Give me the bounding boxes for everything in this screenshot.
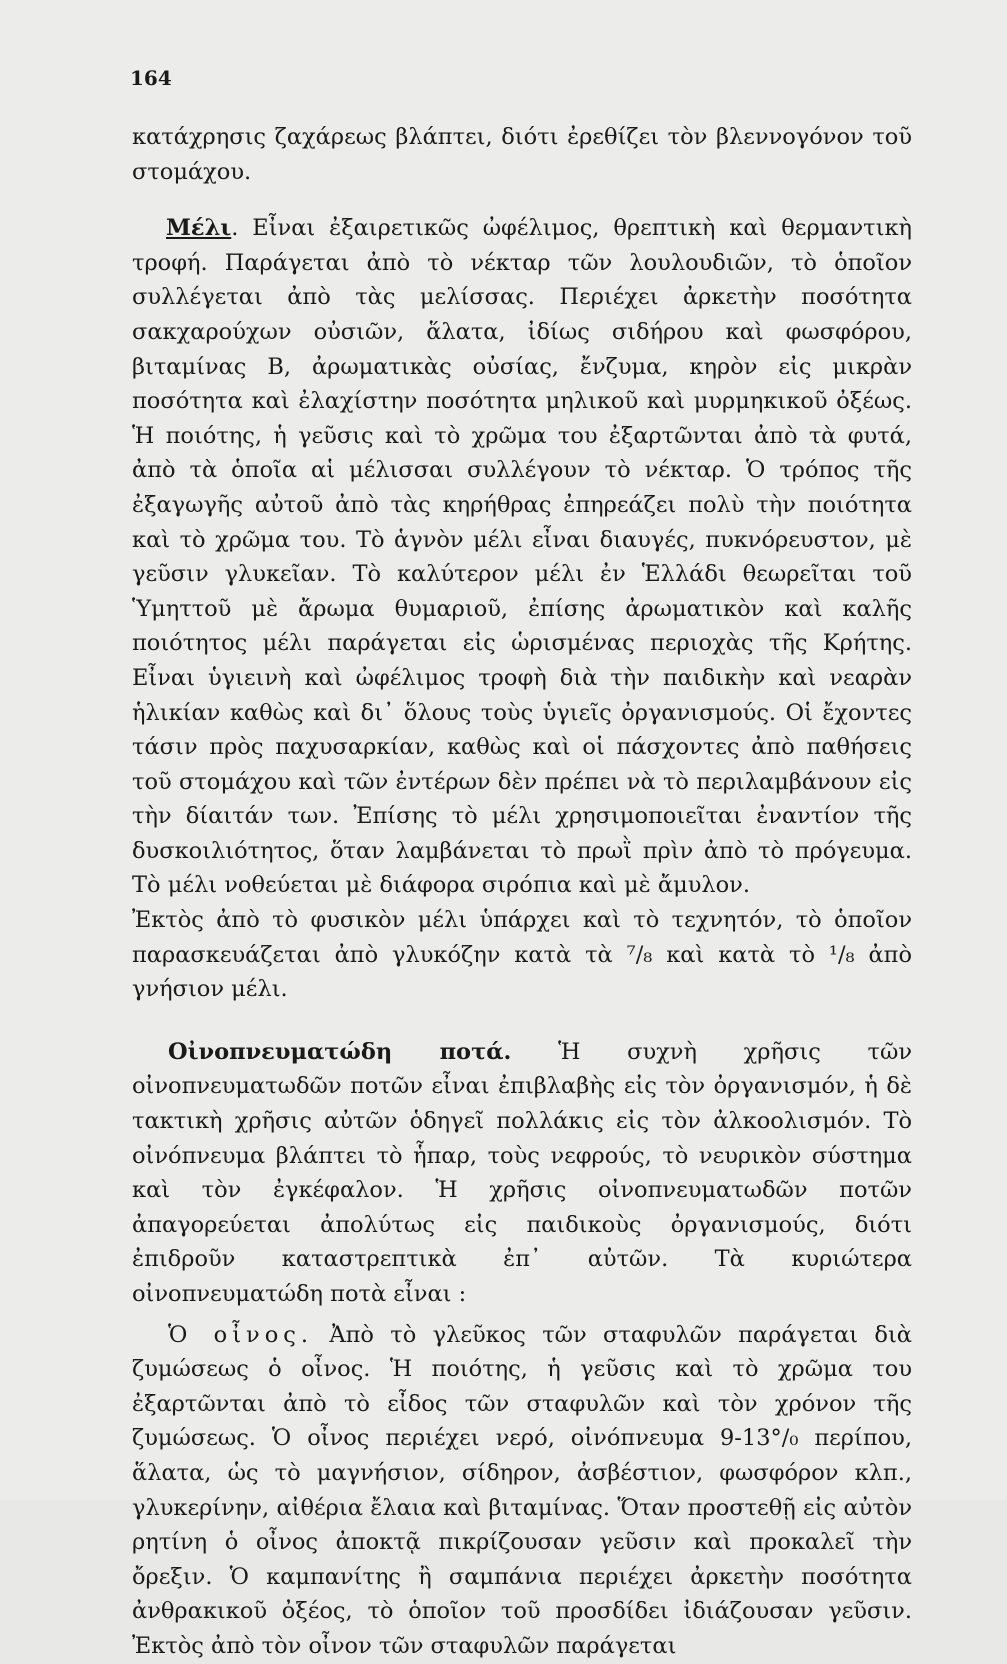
honey-text: . Εἶναι ἐξαιρετικῶς ὠφέλιμος, θρεπτικὴ καὶ θερμαντικὴ τροφή. Παράγεται ἀπὸ τὸ νέκταρ τῶν λουλουδιῶν, τὸ ὁποῖον συλλέγεται ἀπὸ τὰς μελίσσας. Περιέχει ἀρκετὴν ποσότητα σακχαρούχων οὐσιῶν, ἅλατα, ἰδίως σιδήρου καὶ φωσφόρου, βιταμίνας Β, ἀρωματικὰς οὐσίας, ἔνζυμα, κηρὸν εἰς μικρὰν ποσότητα καὶ ἐλαχίστην ποσότητα μηλικοῦ καὶ μυρμηκικοῦ ὀξέως. Ἡ ποιότης, ἡ γεῦσις καὶ τὸ χρῶμα του ἐξαρτῶνται ἀπὸ τὰ φυτά, ἀπὸ τὰ ὁποῖα αἱ μέλισσαι συλλέγουν τὸ νέκταρ. Ὁ τρόπος τῆς ἐξαγωγῆς αὐτοῦ ἀπὸ τὰς κηρήθρας ἐπηρεάζει πολὺ τὴν ποιότητα καὶ τὸ χρῶμα του. Τὸ ἁγνὸν μέλι εἶναι διαυγές, πυκνόρευστον, μὲ γεῦσιν γλυκεῖαν. Τὸ καλύτερον μέλι ἐν Ἑλλάδι θεωρεῖται τοῦ Ὑμηττοῦ μὲ ἄρωμα θυμαριοῦ, ἐπίσης ἀρωματικὸν καὶ καλῆς ποιότητος μέλι παράγεται εἰς ὡρισμένας περιοχὰς τῆς Κρήτης. Εἶναι ὑγιεινὴ καὶ ὠφέλιμος τροφὴ διὰ τὴν παιδικὴν καὶ νεαρὰν ἡλικίαν καθὼς καὶ δι᾽ ὅλους τοὺς ὑγιεῖς ὀργανισμούς. Οἱ ἔχοντες τάσιν πρὸς παχυσαρκίαν, καθὼς καὶ οἱ πάσχοντες ἀπὸ παθήσεις τοῦ στομάχου καὶ τῶν ἐντέρων δὲν πρέπει νὰ τὸ περιλαμβάνουν εἰς τὴν δίαιτάν των. Ἐπίσης τὸ μέλι χρησιμοποιεῖται ἐναντίον τῆς δυσκοιλιότητος, ὅταν λαμβάνεται τὸ πρωῒ πρὶν ἀπὸ τὸ πρόγευμα. Τὸ μέλι νοθεύεται μὲ διάφορα σιρόπια καὶ μὲ ἄμυλον. xyxy=(132,215,912,899)
honey-heading: Μέλι xyxy=(166,215,232,242)
wine-text: Ἀπὸ τὸ γλεῦκος τῶν σταφυλῶν παράγεται διὰ ζυμώσεως ὁ οἶνος. Ἡ ποιότης, ἡ γεῦσις καὶ τὸ χρῶμα του ἐξαρτῶνται ἀπὸ τὸ εἶδος τῶν σταφυλῶν καὶ τὸν χρόνον τῆς ζυμώσεως. Ὁ οἶνος περιέχει νερό, οἰνόπνευμα 9-13°/₀ περίπου, ἅλατα, ὡς τὸ μαγνήσιον, σίδηρον, ἀσβέστιον, φωσφόρον κλπ., γλυκερίνην, αἰθέρια ἔλαια καὶ βιταμίνας. Ὅταν προστεθῇ εἰς αὐτὸν ρητίνη ὁ οἶνος ἀποκτᾷ πικρίζουσαν γεῦσιν καὶ προκαλεῖ τὴν ὄρεξιν. Ὁ καμπανίτης ἢ σαμπάνια περιέχει ἀρκετὴν ποσότητα ἀνθρακικοῦ ὀξέος, τὸ ὁποῖον τοῦ προσδίδει ἰδιάζουσαν γεῦσιν. Ἐκτὸς ἀπὸ τὸν οἶνον τῶν σταφυλῶν παράγεται xyxy=(132,1321,912,1659)
paragraph-wine xyxy=(132,1318,912,1664)
paragraph-sugar-conclusion: κατάχρησις ζαχάρεως βλάπτει, διότι ἐρεθίζει τὸν βλεννογόνον τοῦ στομάχου. xyxy=(132,124,912,185)
paragraph-artificial-honey: Ἐκτὸς ἀπὸ τὸ φυσικὸν μέλι ὑπάρχει καὶ τὸ τεχνητόν, τὸ ὁποῖον παρασκευάζεται ἀπὸ γλυκόζην κατὰ τὰ ⁷/₈ καὶ κατὰ τὸ ¹/₈ ἀπὸ γνήσιον μέλι. xyxy=(132,907,912,1003)
page-number: 164 xyxy=(130,66,172,90)
alcohol-heading: Οἰνοπνευματώδη ποτά. xyxy=(168,1038,512,1065)
body-text xyxy=(132,120,912,1664)
wine-heading: Ὁ οἶνος. xyxy=(168,1321,314,1348)
paragraph-alcoholic-drinks xyxy=(132,1035,912,1312)
alcohol-text: Ἡ συχνὴ χρῆσις τῶν οἰνοπνευματωδῶν ποτῶν εἶναι ἐπιβλαβὴς εἰς τὸν ὀργανισμόν, ἡ δὲ τακτικὴ χρῆσις αὐτῶν ὁδηγεῖ πολλάκις εἰς τὸν ἀλκοολισμόν. Τὸ οἰνόπνευμα βλάπτει τὸ ἧπαρ, τοὺς νεφρούς, τὸ νευρικὸν σύστημα καὶ τὸν ἐγκέφαλον. Ἡ χρῆσις οἰνοπνευματωδῶν ποτῶν ἀπαγορεύεται ἀπολύτως εἰς παιδικοὺς ὀργανισμούς, διότι ἐπιδροῦν καταστρεπτικὰ ἐπ᾽ αὐτῶν. Τὰ κυριώτερα οἰνοπνευματώδη ποτὰ εἶναι : xyxy=(132,1038,912,1307)
paragraph-honey xyxy=(132,211,912,903)
